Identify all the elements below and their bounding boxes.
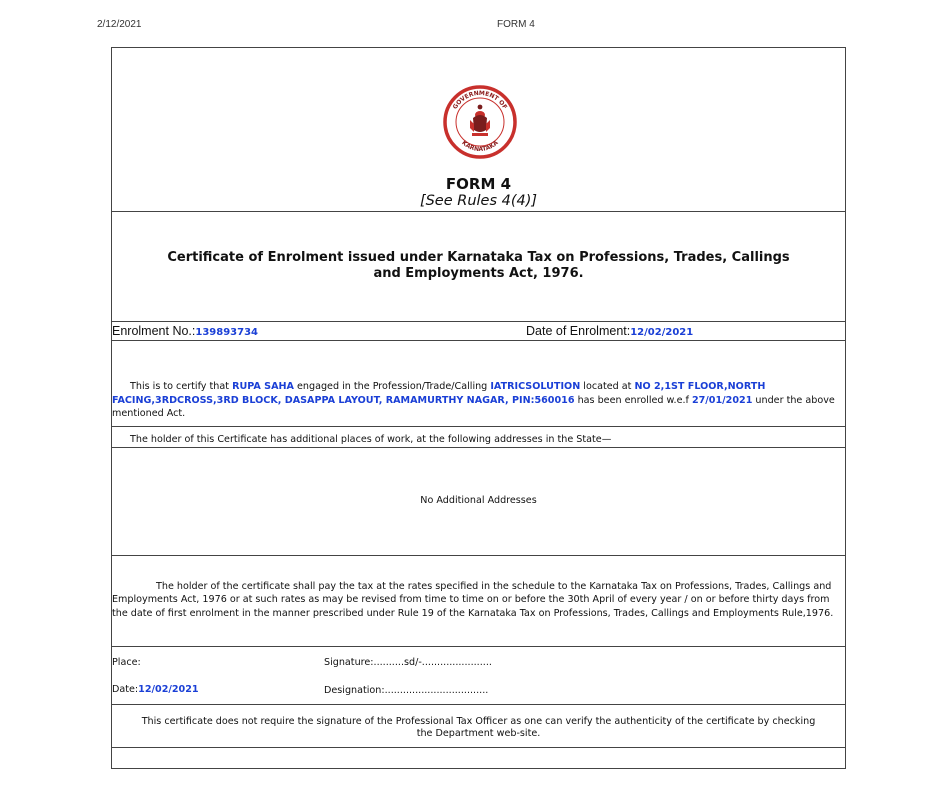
business-address: NO 2,1ST FLOOR,NORTH FACING,3RDCROSS,3RD BLOCK, DASAPPA LAYOUT, RAMAMURTHY NAGAR, PIN:560016 <box>112 381 766 406</box>
designation-line: Designation:.................................. <box>324 685 489 696</box>
svg-text:GOVERNMENT OF: GOVERNMENT OF <box>451 89 509 111</box>
form-rule-reference: [See Rules 4(4)] <box>419 193 538 209</box>
place-label: Place: <box>112 657 141 668</box>
karnataka-seal-icon <box>442 84 518 160</box>
certify-text-1: This is to certify that <box>130 381 233 392</box>
svg-text:KARNATAKA: KARNATAKA <box>460 139 500 154</box>
enrolment-date <box>526 324 693 338</box>
signature-section <box>112 647 845 705</box>
empty-footer-row <box>112 748 845 770</box>
enrolment-number-value: 139893734 <box>195 327 258 338</box>
additional-places-heading: The holder of this Certificate has additional places of work, at the following addresses in the State— <box>130 434 612 445</box>
form-header-section <box>112 48 845 212</box>
sign-date-label: Date: <box>112 684 139 695</box>
enrolment-number-label: Enrolment No.: <box>112 324 196 338</box>
certify-text-4: has been enrolled w.e.f <box>574 394 692 406</box>
calling-name: IATRICSOLUTION <box>490 381 581 392</box>
tax-obligation-text: The holder of the certificate shall pay the tax at the rates specified in the schedule to the Karnataka Tax on Professions, Trades, Callings and Employments Act, 1976 or at such rates as may be revised from time to time on or before the 30th April of every year / on or before thirty days from the date of first enrolment in the manner prescribed under Rule 19 of the Karnataka Tax on Professions, Trades, Callings and Employments Rule,1976. <box>112 581 834 619</box>
signature-line: Signature:..........sd/-....................... <box>324 657 492 668</box>
certification-section <box>112 341 845 427</box>
effective-date: 27/01/2021 <box>691 394 753 406</box>
certify-text-5: under the above mentioned Act. <box>112 394 835 420</box>
additional-addresses-section <box>112 448 845 556</box>
tax-obligation-section <box>112 556 845 647</box>
verification-note-section <box>112 705 845 748</box>
form-title: FORM 4 <box>445 175 512 193</box>
verification-note: This certificate does not require the signature of the Professional Tax Officer as one can verify the authenticity of the certificate by checking the Department web-site. <box>141 716 816 740</box>
additional-places-heading-section <box>112 427 845 448</box>
enrolment-number <box>112 324 258 338</box>
sign-date-value: 12/02/2021 <box>138 684 199 695</box>
enrolment-date-label: Date of Enrolment: <box>526 324 631 338</box>
print-date: 2/12/2021 <box>97 19 142 30</box>
certification-text <box>112 380 841 421</box>
enrolment-row <box>112 322 845 341</box>
certify-text-3: located at <box>580 381 635 392</box>
enrolment-date-value: 12/02/2021 <box>630 327 694 338</box>
holder-name: RUPA SAHA <box>232 381 294 392</box>
certify-text-2: engaged in the Profession/Trade/Calling <box>293 381 491 392</box>
additional-addresses-text: No Additional Addresses <box>420 495 537 506</box>
sign-date <box>112 684 199 695</box>
print-title: FORM 4 <box>497 19 535 30</box>
certificate-title: Certificate of Enrolment issued under Karnataka Tax on Professions, Trades, Callings and Employments Act, 1976. <box>167 250 790 281</box>
certificate-title-section <box>112 212 845 322</box>
certificate-frame <box>111 47 846 769</box>
